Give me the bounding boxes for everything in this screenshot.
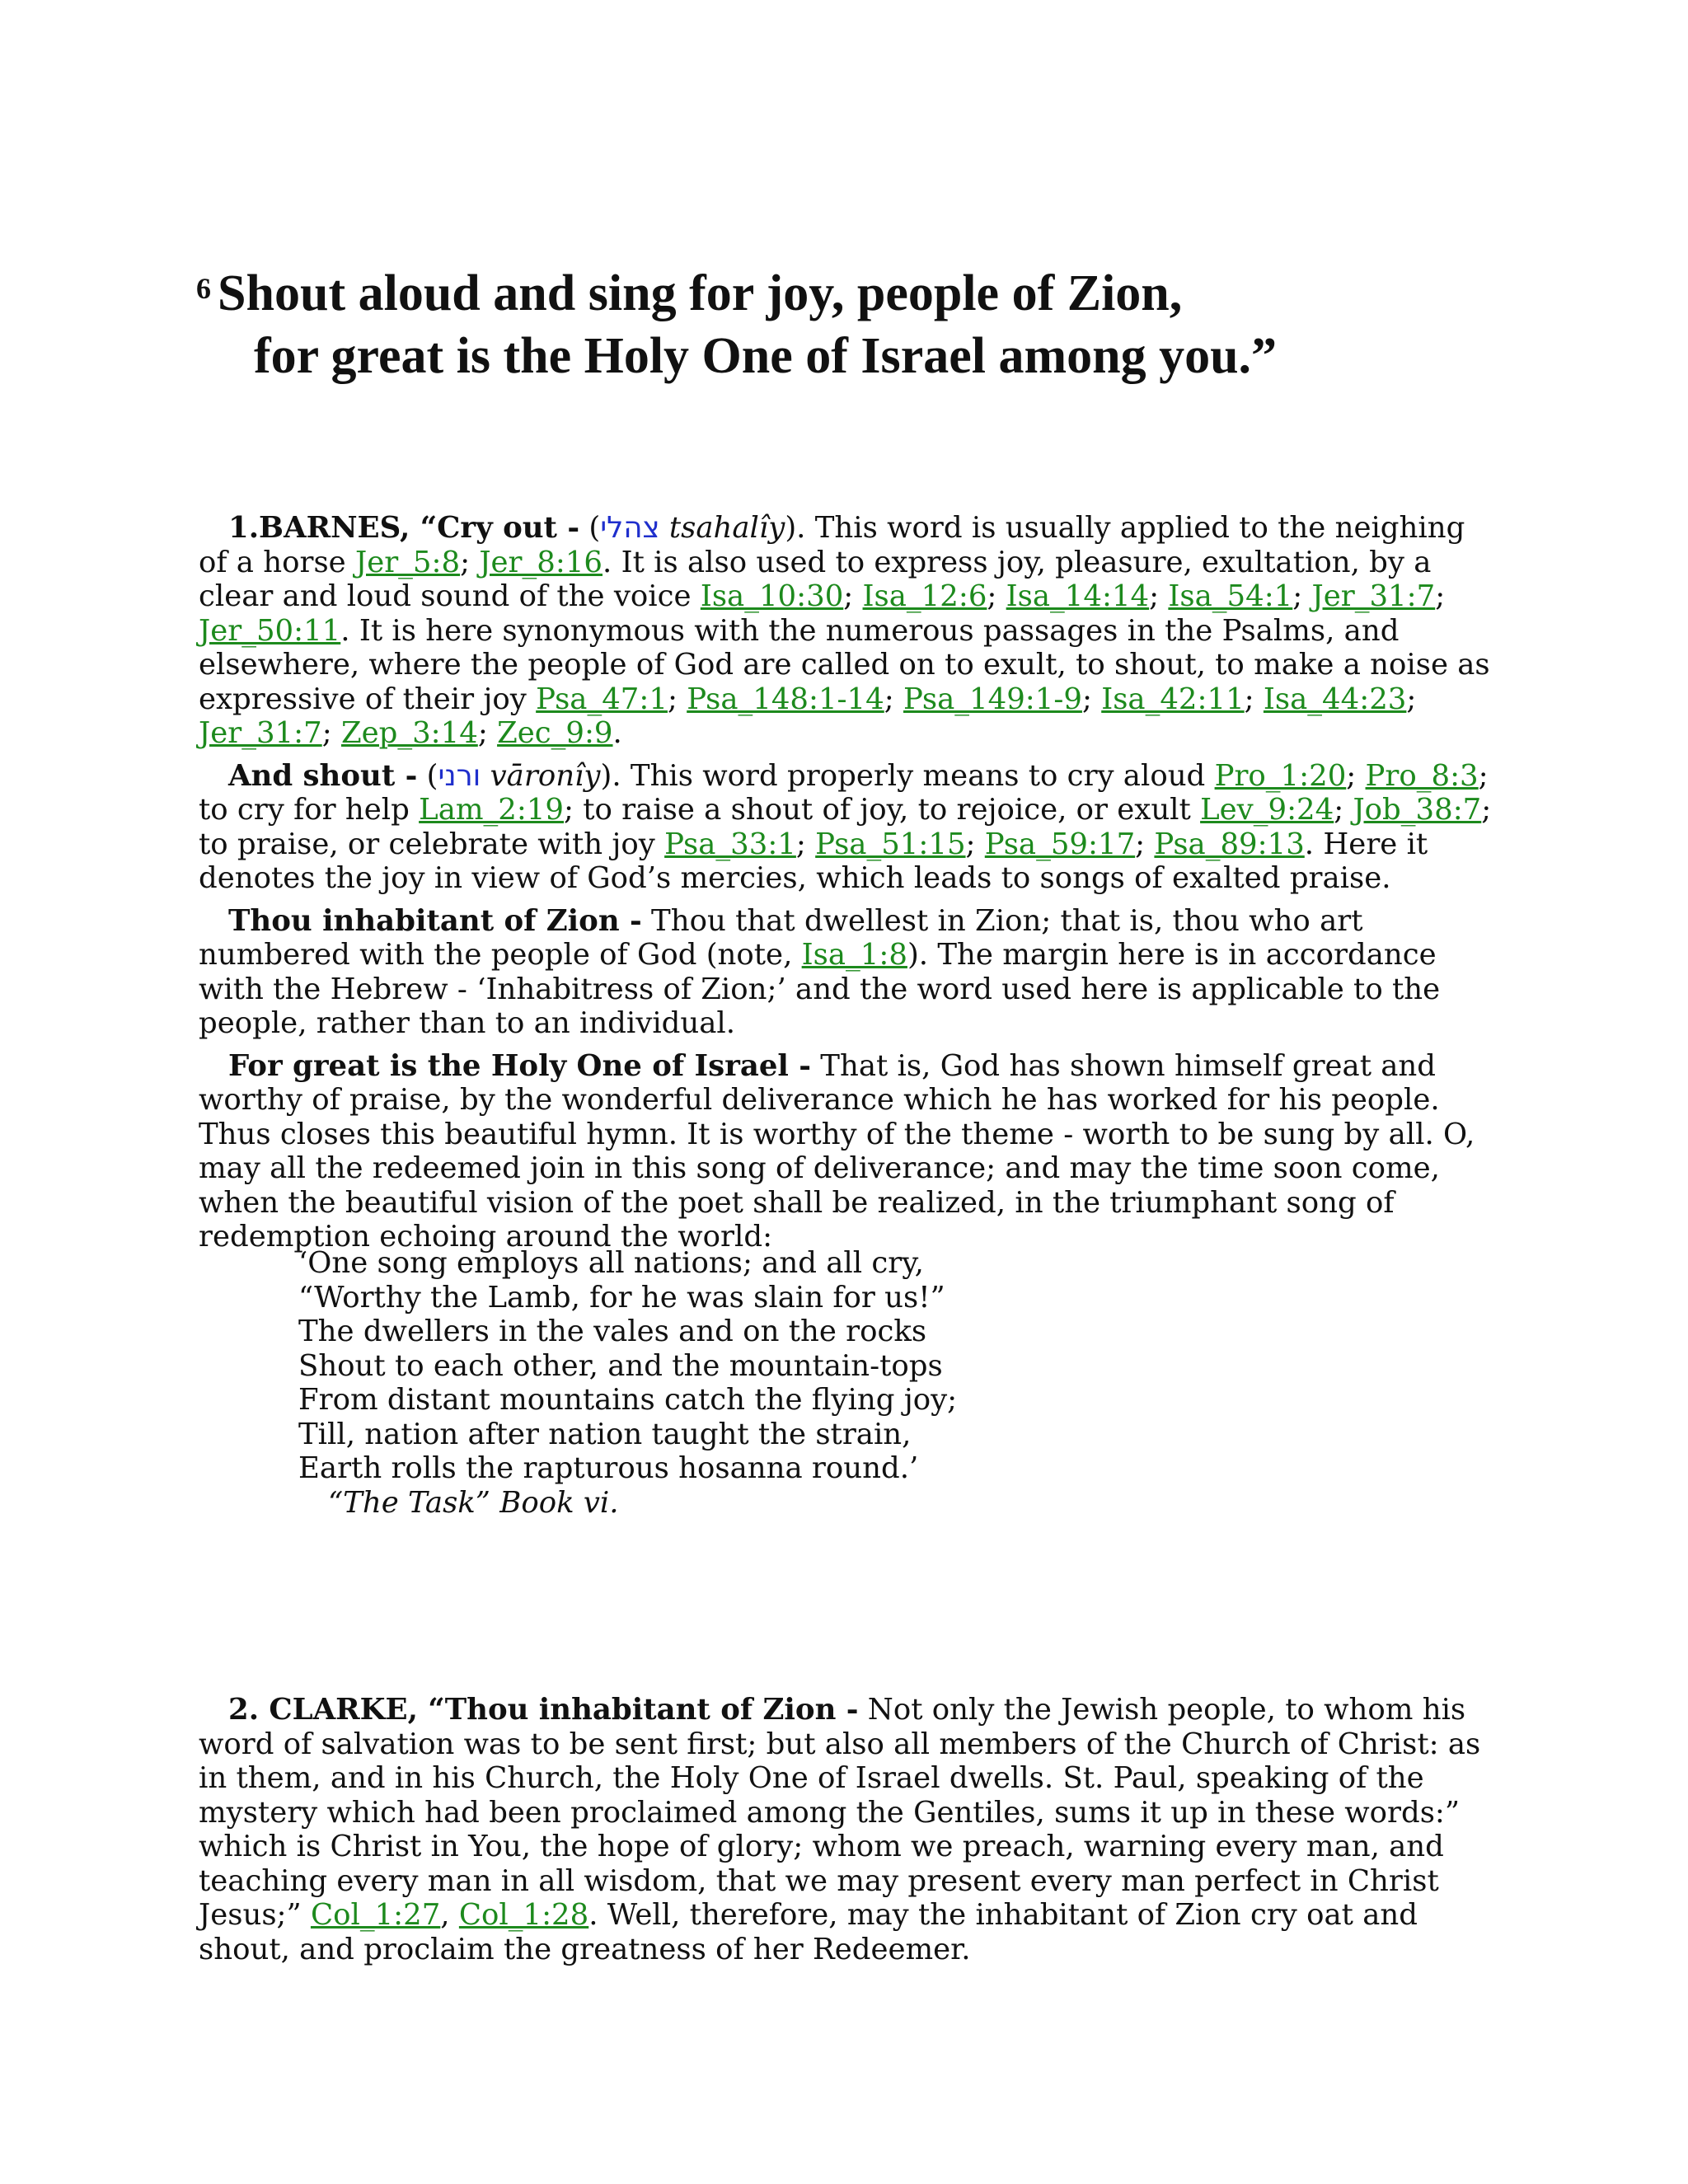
barnes-paragraph-4: For great is the Holy One of Israel - That is, God has shown himself great and worthy of praise, by the wonderful deliverance which he has worked for his people. Thus closes this beautiful hymn. It is worthy of the theme - worth to be sung by all. O, may all the redeemed join in this song of deliverance; and may the time soon come, when the beautiful vision of the poet shall be realized, in the triumphant song of redemption echoing around the world: xyxy=(199,1048,1475,1254)
hebrew-word: ורני xyxy=(438,758,481,793)
poem-line: ‘One song employs all nations; and all cry, xyxy=(298,1246,924,1280)
scripture-link[interactable]: Isa_54:1 xyxy=(1168,579,1293,613)
scripture-link[interactable]: Jer_31:7 xyxy=(1311,579,1436,613)
scripture-link[interactable]: Psa_33:1 xyxy=(664,827,796,861)
verse-line-2: for great is the Holy One of Israel among you.” xyxy=(254,328,1278,384)
paragraph-lead: For great is the Holy One of Israel - xyxy=(228,1048,812,1083)
scripture-link[interactable]: Psa_51:15 xyxy=(815,827,966,861)
poem-line: Till, nation after nation taught the strain, xyxy=(298,1417,912,1451)
poem-citation: “The Task” Book vi. xyxy=(328,1485,619,1520)
paragraph-lead: Thou inhabitant of Zion - xyxy=(228,903,642,938)
scripture-link[interactable]: Psa_148:1-14 xyxy=(687,682,884,716)
scripture-link[interactable]: Pro_8:3 xyxy=(1365,758,1479,793)
barnes-paragraph-1: 1.BARNES, “Cry out - (צהלי tsahalı̂y). This word is usually applied to the neighing of a horse Jer_5:8; Jer_8:16. It is also used to express joy, pleasure, exultation, by a clear and loud sound of the voice Isa_10:30; Isa_12:6; Isa_14:14; Isa_54:1; Jer_31:7; Jer_50:11. It is here synonymous with the numerous passages in the Psalms, and elsewhere, where the people of God are called on to exult, to shout, to make a noise as expressive of their joy Psa_47:1; Psa_148:1-14; Psa_149:1-9; Isa_42:11; Isa_44:23; Jer_31:7; Zep_3:14; Zec_9:9. xyxy=(199,511,1490,750)
transliteration: vāronı̂y xyxy=(490,758,601,793)
verse-number: 6 xyxy=(196,272,211,305)
scripture-link[interactable]: Psa_59:17 xyxy=(984,827,1136,861)
poem-line: From distant mountains catch the flying joy; xyxy=(298,1383,958,1417)
scripture-link[interactable]: Jer_31:7 xyxy=(199,716,322,750)
scripture-link[interactable]: Jer_8:16 xyxy=(479,545,603,579)
scripture-link[interactable]: Psa_149:1-9 xyxy=(903,682,1082,716)
scripture-link[interactable]: Job_38:7 xyxy=(1353,793,1482,827)
scripture-link[interactable]: Zec_9:9 xyxy=(497,716,613,750)
scripture-link[interactable]: Pro_1:20 xyxy=(1214,758,1347,793)
scripture-link[interactable]: Lev_9:24 xyxy=(1200,793,1334,827)
poem-quote xyxy=(298,1246,957,1520)
scripture-link[interactable]: Isa_10:30 xyxy=(700,579,844,613)
paragraph-lead: And shout - xyxy=(228,758,418,793)
paragraph-lead: 1.BARNES, “Cry out - xyxy=(228,511,580,545)
scripture-link[interactable]: Psa_89:13 xyxy=(1154,827,1305,861)
barnes-section xyxy=(199,511,1493,1263)
poem-line: The dwellers in the vales and on the rocks xyxy=(298,1315,927,1348)
scripture-link[interactable]: Psa_47:1 xyxy=(536,682,668,716)
barnes-paragraph-2: And shout - (ורני vāronı̂y). This word properly means to cry aloud Pro_1:20; Pro_8:3; to cry for help Lam_2:19; to raise a shout of joy, to rejoice, or exult Lev_9:24; Job_38:7; to praise, or celebrate with joy Psa_33:1; Psa_51:15; Psa_59:17; Psa_89:13. Here it denotes the joy in view of God’s mercies, which leads to songs of exalted praise. xyxy=(199,758,1492,895)
scripture-link[interactable]: Jer_50:11 xyxy=(199,613,341,648)
scripture-link[interactable]: Isa_44:23 xyxy=(1263,682,1407,716)
scripture-link[interactable]: Isa_42:11 xyxy=(1101,682,1245,716)
scripture-link[interactable]: Col_1:28 xyxy=(458,1898,589,1932)
clarke-section xyxy=(199,1693,1493,1975)
poem-line: “Worthy the Lamb, for he was slain for us!” xyxy=(298,1280,945,1315)
scripture-link[interactable]: Zep_3:14 xyxy=(340,716,478,750)
paragraph-lead: 2. CLARKE, “Thou inhabitant of Zion - xyxy=(228,1693,859,1727)
verse-heading xyxy=(196,262,1515,387)
hebrew-word: צהלי xyxy=(600,511,660,545)
scripture-link[interactable]: Lam_2:19 xyxy=(419,793,564,827)
barnes-paragraph-3: Thou inhabitant of Zion - Thou that dwellest in Zion; that is, thou who art numbered with the people of God (note, Isa_1:8). The margin here is in accordance with the Hebrew - ‘Inhabitress of Zion;’ and the word used here is applicable to the people, rather than to an individual. xyxy=(199,903,1441,1040)
scripture-link[interactable]: Isa_12:6 xyxy=(862,579,987,613)
clarke-paragraph: 2. CLARKE, “Thou inhabitant of Zion - Not only the Jewish people, to whom his word of salvation was to be sent first; but also all members of the Church of Christ: as in them, and in his Church, the Holy One of Israel dwells. St. Paul, speaking of the mystery which had been proclaimed among the Gentiles, sums it up in these words:” which is Christ in You, the hope of glory; whom we preach, warning every man, and teaching every man in all wisdom, that we may present every man perfect in Christ Jesus;” Col_1:27, Col_1:28. Well, therefore, may the inhabitant of Zion cry oat and shout, and proclaim the greatness of her Redeemer. xyxy=(199,1693,1481,1966)
transliteration: tsahalı̂y xyxy=(668,511,785,545)
poem-line: Shout to each other, and the mountain-tops xyxy=(298,1348,943,1383)
poem-line: Earth rolls the rapturous hosanna round.’ xyxy=(298,1451,919,1485)
scripture-link[interactable]: Col_1:27 xyxy=(310,1898,441,1932)
scripture-link[interactable]: Isa_14:14 xyxy=(1006,579,1150,613)
scripture-link[interactable]: Isa_1:8 xyxy=(801,938,907,972)
verse-line-1: Shout aloud and sing for joy, people of Zion, xyxy=(218,265,1183,321)
scripture-link[interactable]: Jer_5:8 xyxy=(354,545,461,579)
